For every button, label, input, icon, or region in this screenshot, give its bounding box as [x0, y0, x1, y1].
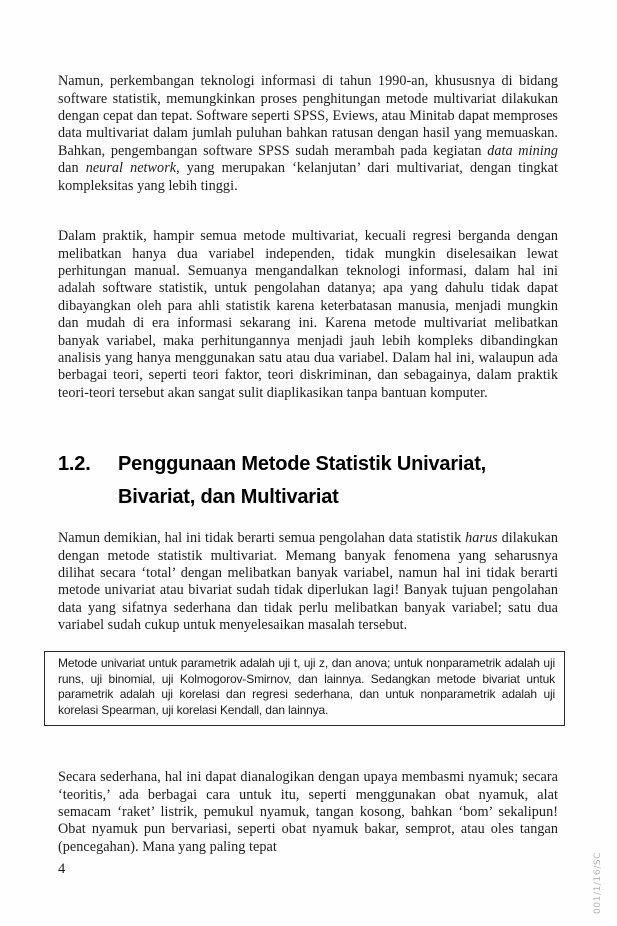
method-note-box: Metode univariat untuk parametrik adalah uji t, uji z, dan anova; untuk nonparametrik adalah uji runs, uji binomial, uji Kolmogorov-Smirnov, dan lainnya. Sedangkan metode bivariat untuk parametrik adalah uji korelasi dan regresi sederhana, dan untuk nonparametrik adalah uji korelasi Spearman, uji korelasi Kendall, dan lainnya. — [44, 651, 565, 726]
section-title — [118, 448, 486, 514]
print-code: 001/1/16/SC — [593, 851, 603, 915]
section-heading — [58, 448, 563, 514]
paragraph-mosquito-analogy: Secara sederhana, hal ini dapat dianalogikan dengan upaya membasmi nyamuk; secara ‘teoritis,’ ada berbagai cara untuk itu, seperti menggunakan obat nyamuk, alat semacam ‘raket’ listrik, pemukul nyamuk, tangan kosong, bahkan ‘bom’ sekalipun! Obat nyamuk pun bervariasi, seperti obat nyamuk bakar, semprot, atau oles tangan (pencegahan). Mana yang paling tepat — [58, 769, 558, 855]
page-number: 4 — [58, 861, 66, 877]
section-number: 1.2. — [58, 453, 91, 475]
paragraph-univariate-still-needed: Namun demikian, hal ini tidak berarti semua pengolahan data statistik harus dilakukan dengan metode statistik multivariat. Memang banyak fenomena yang seharusnya dilihat secara ‘total’ dengan melibatkan banyak variabel, namun hal ini tidak berarti metode univariat atau bivariat sudah tidak diperlukan lagi! Banyak tujuan pengolahan data yang sifatnya sederhana dan tidak perlu melibatkan banyak variabel; satu dua variabel sudah cukup untuk menyelesaikan masalah tersebut. — [58, 530, 559, 634]
paragraph-technology-1990s: Namun, perkembangan teknologi informasi di tahun 1990-an, khususnya di bidang software statistik, memungkinkan proses penghitungan metode multivariat dilakukan dengan cepat dan tepat. Software seperti SPSS, Eviews, atau Minitab dapat memproses data multivariat dalam jumlah puluhan bahkan ratusan dengan hasil yang memuaskan. Bahkan, pengembangan software SPSS sudah merambah pada kegiatan data mining dan neural network, yang merupakan ‘kelanjutan’ dari multivariat, dengan tingkat kompleksitas yang lebih tinggi. — [58, 73, 559, 194]
section-title-line1: Penggunaan Metode Statistik Univariat, — [118, 453, 487, 475]
paragraph-practical-computation: Dalam praktik, hampir semua metode multivariat, kecuali regresi berganda dengan melibatkan hanya dua variabel independen, tidak mungkin diselesaikan lewat perhitungan manual. Semuanya mengandalkan teknologi informasi, dalam hal ini adalah software statistik, untuk pengolahan datanya; apa yang dahulu tidak dapat dibayangkan oleh para ahli statistik karena keterbatasan manusia, menjadi mungkin dan mudah di era informasi sekarang ini. Karena metode multivariat melibatkan banyak variabel, maka perhitungannya menjadi jauh lebih kompleks dibandingkan analisis yang hanya menggunakan satu atau dua variabel. Dalam hal ini, walaupun ada berbagai teori, seperti teori faktor, teori diskriminan, dan sebagainya, dalam praktik teori-teori tersebut akan sangat sulit diaplikasikan tanpa bantuan komputer. — [58, 228, 558, 401]
section-title-line2: Bivariat, dan Multivariat — [118, 486, 339, 508]
